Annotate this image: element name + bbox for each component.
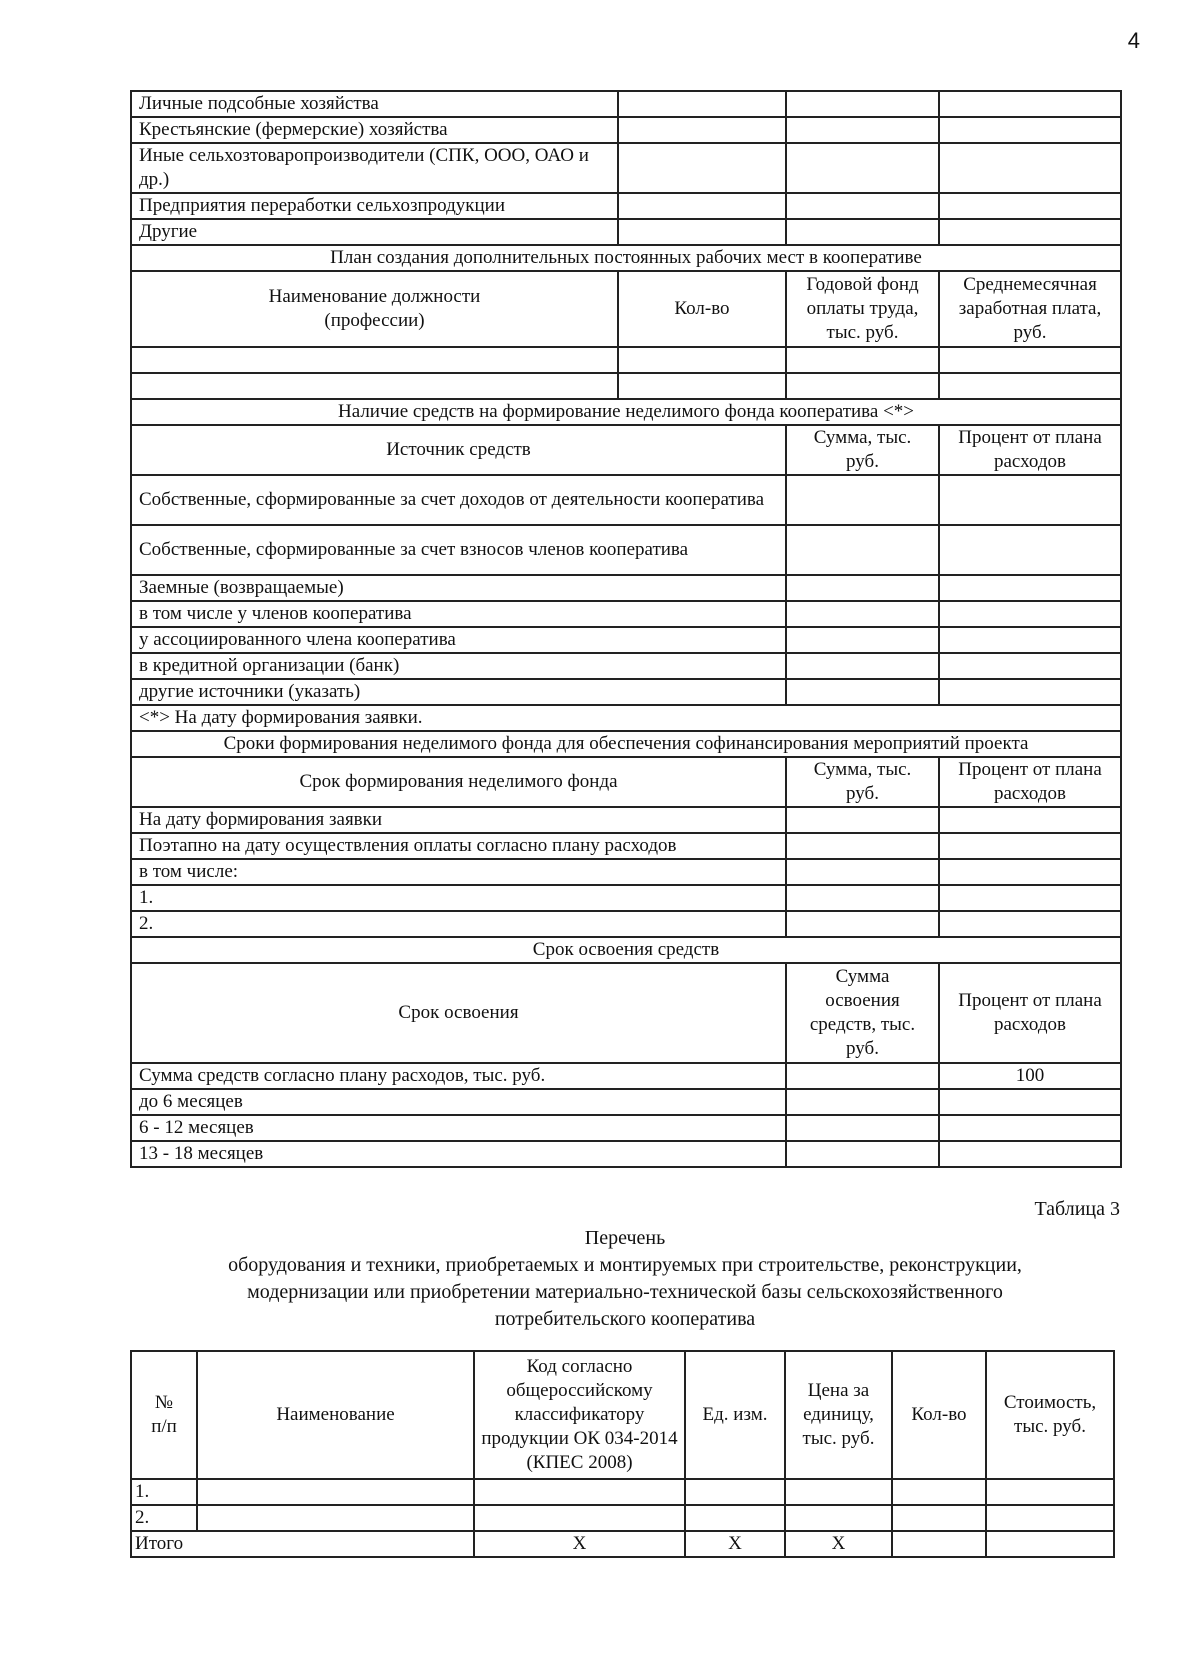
funds-source-label: в кредитной организации (банк) xyxy=(131,653,786,679)
funds-header-source: Источник средств xyxy=(131,425,786,475)
schedule-term-label: в том числе: xyxy=(131,859,786,885)
cell xyxy=(785,1479,892,1505)
funds-source-label: Заемные (возвращаемые) xyxy=(131,575,786,601)
cell-x-mark: X xyxy=(785,1531,892,1557)
table3-title-line: потребительского кооператива xyxy=(494,1308,756,1330)
cell xyxy=(474,1505,685,1531)
cell xyxy=(986,1505,1114,1531)
development-term-label: Сумма средств согласно плану расходов, тыс. руб. xyxy=(131,1063,786,1089)
row-number: 2. xyxy=(131,1505,197,1531)
table-row xyxy=(131,627,1121,653)
jobs-header-count: Кол-во xyxy=(618,271,786,347)
cell xyxy=(892,1531,986,1557)
header-unit: Ед. изм. xyxy=(685,1351,785,1479)
category-label: Личные подсобные хозяйства xyxy=(131,91,618,117)
development-sum-value xyxy=(786,1089,939,1115)
cell xyxy=(892,1505,986,1531)
cooperative-plan-table xyxy=(130,90,1122,1168)
table-row xyxy=(131,1089,1121,1115)
funds-header-sum: Сумма, тыс. руб. xyxy=(786,425,939,475)
funds-source-label: другие источники (указать) xyxy=(131,679,786,705)
cell xyxy=(197,1479,474,1505)
development-percent-value xyxy=(939,1089,1121,1115)
table-row xyxy=(131,807,1121,833)
table-row xyxy=(131,91,1121,117)
total-label: Итого xyxy=(131,1531,474,1557)
category-label: Другие xyxy=(131,219,618,245)
schedule-term-label: 2. xyxy=(131,911,786,937)
jobs-header-position: Наименование должности (профессии) xyxy=(131,271,618,347)
funds-source-label: у ассоциированного члена кооператива xyxy=(131,627,786,653)
header-okpd-code: Код согласно общероссийскому классификатору продукции ОК 034-2014 (КПЕС 2008) xyxy=(474,1351,685,1479)
cell xyxy=(474,1479,685,1505)
table-header-row xyxy=(131,757,1121,807)
cell xyxy=(892,1479,986,1505)
schedule-term-label: На дату формирования заявки xyxy=(131,807,786,833)
row-number: 1. xyxy=(131,1479,197,1505)
table-row xyxy=(131,525,1121,575)
schedule-header-percent: Процент от плана расходов xyxy=(939,757,1121,807)
category-label: Крестьянские (фермерские) хозяйства xyxy=(131,117,618,143)
header-cost: Стоимость, тыс. руб. xyxy=(986,1351,1114,1479)
development-header-sum: Сумма освоения средств, тыс. руб. xyxy=(786,963,939,1063)
table-row xyxy=(131,885,1121,911)
section-title-row xyxy=(131,937,1121,963)
footnote-row xyxy=(131,705,1121,731)
schedule-term-label: Поэтапно на дату осуществления оплаты согласно плану расходов xyxy=(131,833,786,859)
funds-source-label: Собственные, сформированные за счет доходов от деятельности кооператива xyxy=(131,475,786,525)
header-unit-price: Цена за единицу, тыс. руб. xyxy=(785,1351,892,1479)
table-header-row xyxy=(131,425,1121,475)
equipment-table xyxy=(130,1350,1115,1558)
table-row xyxy=(131,143,1121,193)
development-term-label: 6 - 12 месяцев xyxy=(131,1115,786,1141)
cell-x-mark: X xyxy=(685,1531,785,1557)
category-label: Иные сельхозтоваропроизводители (СПК, ООО, ОАО и др.) xyxy=(131,143,618,193)
development-sum-value xyxy=(786,1141,939,1167)
table3-title-line: Перечень xyxy=(584,1227,666,1249)
table-row xyxy=(131,1115,1121,1141)
table-row xyxy=(131,1141,1121,1167)
section-title-row xyxy=(131,399,1121,425)
cell xyxy=(197,1505,474,1531)
cell-x-mark: X xyxy=(474,1531,685,1557)
table-header-row xyxy=(131,271,1121,347)
table-row xyxy=(131,475,1121,525)
table-row xyxy=(131,653,1121,679)
development-sum-value xyxy=(786,1115,939,1141)
funds-footnote: <*> На дату формирования заявки. xyxy=(131,705,1121,731)
schedule-term-label: 1. xyxy=(131,885,786,911)
section-title-row xyxy=(131,245,1121,271)
table-row xyxy=(131,833,1121,859)
schedule-header-sum: Сумма, тыс. руб. xyxy=(786,757,939,807)
development-percent-value xyxy=(939,1141,1121,1167)
table-row xyxy=(131,373,1121,399)
table-row xyxy=(131,601,1121,627)
section-title-row xyxy=(131,731,1121,757)
page-number: 4 xyxy=(1127,28,1140,53)
table3-title-line: оборудования и техники, приобретаемых и монтируемых при строительстве, реконструкции, xyxy=(228,1254,1022,1276)
table-row xyxy=(131,679,1121,705)
development-sum-value xyxy=(786,1063,939,1089)
development-percent-value: 100 xyxy=(939,1063,1121,1089)
jobs-section-title: План создания дополнительных постоянных рабочих мест в кооперативе xyxy=(131,245,1121,271)
schedule-section-title: Сроки формирования неделимого фонда для обеспечения софинансирования мероприятий проекта xyxy=(131,731,1121,757)
jobs-header-avg-salary: Среднемесячная заработная плата, руб. xyxy=(939,271,1121,347)
header-name: Наименование xyxy=(197,1351,474,1479)
funds-source-label: Собственные, сформированные за счет взносов членов кооператива xyxy=(131,525,786,575)
development-term-label: 13 - 18 месяцев xyxy=(131,1141,786,1167)
cell xyxy=(986,1531,1114,1557)
development-header-percent: Процент от плана расходов xyxy=(939,963,1121,1063)
table3-title xyxy=(130,1225,1120,1333)
table-row xyxy=(131,219,1121,245)
table-row xyxy=(131,193,1121,219)
jobs-header-annual-fund: Годовой фонд оплаты труда, тыс. руб. xyxy=(786,271,939,347)
category-label: Предприятия переработки сельхозпродукции xyxy=(131,193,618,219)
table-row xyxy=(131,911,1121,937)
table-row xyxy=(131,117,1121,143)
table-header-row xyxy=(131,1351,1114,1479)
table-row xyxy=(131,859,1121,885)
cell xyxy=(785,1505,892,1531)
development-section-title: Срок освоения средств xyxy=(131,937,1121,963)
cell xyxy=(685,1505,785,1531)
funds-section-title: Наличие средств на формирование неделимого фонда кооператива <*> xyxy=(131,399,1121,425)
schedule-header-term: Срок формирования неделимого фонда xyxy=(131,757,786,807)
total-row xyxy=(131,1531,1114,1557)
table-row xyxy=(131,1479,1114,1505)
development-percent-value xyxy=(939,1115,1121,1141)
funds-source-label: в том числе у членов кооператива xyxy=(131,601,786,627)
table-row xyxy=(131,1505,1114,1531)
funds-header-percent: Процент от плана расходов xyxy=(939,425,1121,475)
development-header-term: Срок освоения xyxy=(131,963,786,1063)
table3-label: Таблица 3 xyxy=(1034,1198,1120,1220)
development-term-label: до 6 месяцев xyxy=(131,1089,786,1115)
table-row xyxy=(131,347,1121,373)
header-quantity: Кол-во xyxy=(892,1351,986,1479)
header-number: № п/п xyxy=(131,1351,197,1479)
cell xyxy=(685,1479,785,1505)
table-row xyxy=(131,575,1121,601)
cell xyxy=(986,1479,1114,1505)
table-row xyxy=(131,1063,1121,1089)
table-header-row xyxy=(131,963,1121,1063)
table3-title-line: модернизации или приобретении материально-технической базы сельскохозяйственного xyxy=(247,1281,1003,1303)
